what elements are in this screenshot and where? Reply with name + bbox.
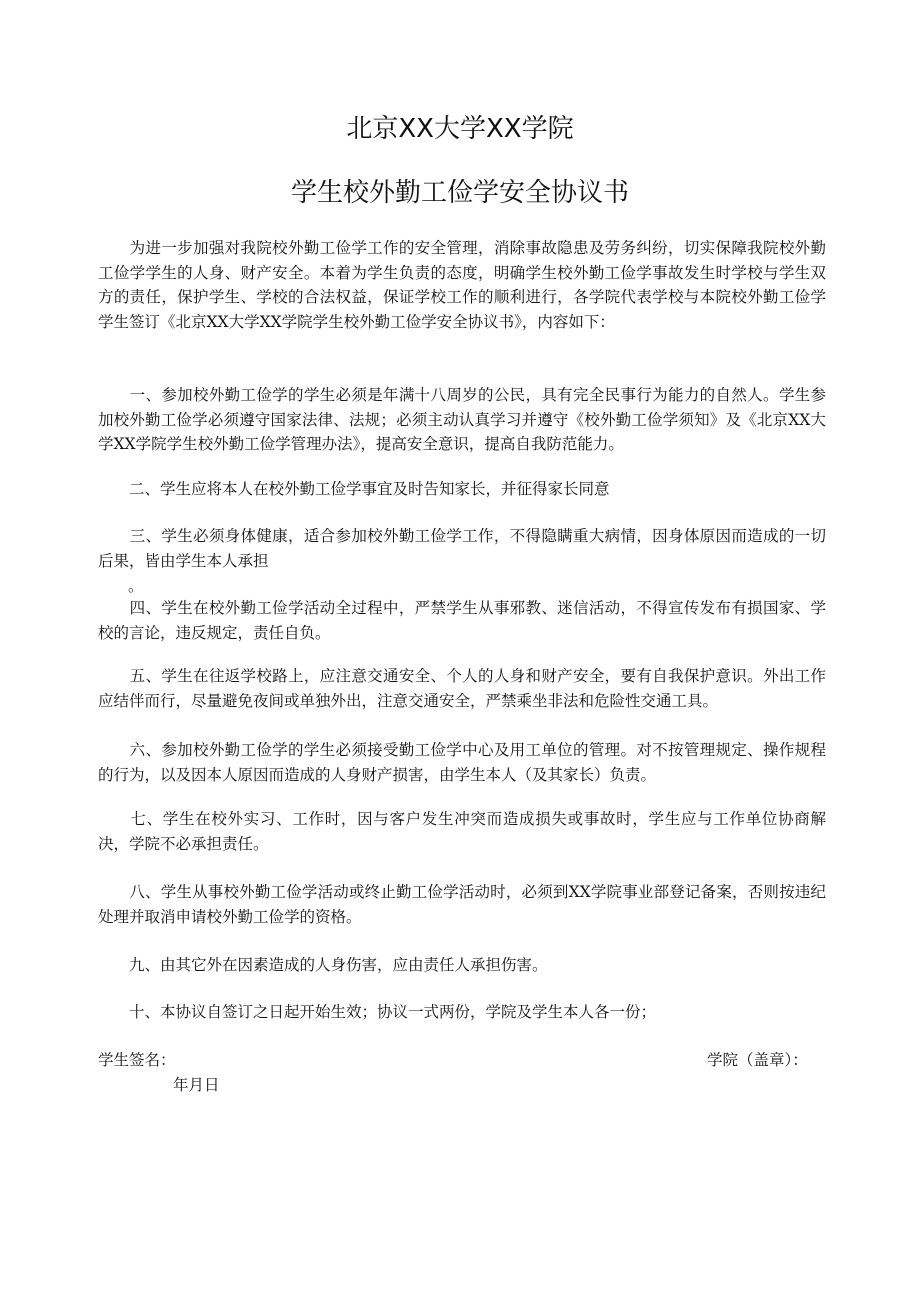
clause-1: 一、参加校外勤工俭学的学生必须是年满十八周岁的公民，具有完全民事行为能力的自然人。学生参加校外勤工俭学必须遵守国家法律、法规；必须主动认真学习并遵守《校外勤工俭学须知》及《北京XX大学XX学院学生校外勤工俭学管理办法》，提高安全意识，提高自我防范能力。: [98, 386, 826, 453]
college-seal-label: 学院（盖章）：: [707, 1051, 808, 1069]
clause-3: 三、学生必须身体健康，适合参加校外勤工俭学工作，不得隐瞒重大病情，因身体原因而造成的一切后果，皆由学生本人承担: [98, 527, 826, 570]
document-title-agreement: 学生校外勤工俭学安全协议书: [290, 178, 629, 208]
clause-4: 四、学生在校外勤工俭学活动全过程中，严禁学生从事邪教、迷信活动，不得宣传发布有损国家、学校的言论，违反规定，责任自负。: [98, 599, 826, 642]
clause-2: 二、学生应将本人在校外勤工俭学事宜及时告知家长，并征得家长同意: [98, 480, 610, 498]
clause-6: 六、参加校外勤工俭学的学生必须接受勤工俭学中心及用工单位的管理。对不按管理规定、操作规程的行为，以及因本人原因而造成的人身财产损害，由学生本人（及其家长）负责。: [98, 741, 826, 784]
stray-period-mark: 。: [128, 577, 144, 595]
document-title-institution: 北京XX大学XX学院: [346, 114, 574, 144]
clause-10: 十、本协议自签订之日起开始生效；协议一式两份，学院及学生本人各一份；: [98, 1003, 657, 1021]
student-signature-label: 学生签名：: [98, 1051, 176, 1069]
clause-7: 七、学生在校外实习、工作时，因与客户发生冲突而造成损失或事故时，学生应与工作单位协商解决，学院不必承担责任。: [98, 810, 826, 853]
clause-5: 五、学生在往返学校路上，应注意交通安全、个人的人身和财产安全，要有自我保护意识。外出工作应结伴而行，尽量避免夜间或单独外出，注意交通安全，严禁乘坐非法和危险性交通工具。: [98, 667, 826, 710]
clause-8: 八、学生从事校外勤工俭学活动或终止勤工俭学活动时，必须到XX学院事业部登记备案，否则按违纪处理并取消申请校外勤工俭学的资格。: [98, 883, 826, 926]
intro-paragraph: 为进一步加强对我院校外勤工俭学工作的安全管理，消除事故隐患及劳务纠纷，切实保障我院校外勤工俭学学生的人身、财产安全。本着为学生负责的态度，明确学生校外勤工俭学事故发生时学校与学生双方的责任，保护学生、学校的合法权益，保证学校工作的顺利进行，各学院代表学校与本院校外勤工俭学学生签订《北京XX大学XX学院学生校外勤工俭学安全协议书》，内容如下：: [98, 239, 826, 331]
date-label: 年月日: [173, 1076, 220, 1094]
clause-9: 九、由其它外在因素造成的人身伤害，应由责任人承担伤害。: [98, 956, 548, 974]
